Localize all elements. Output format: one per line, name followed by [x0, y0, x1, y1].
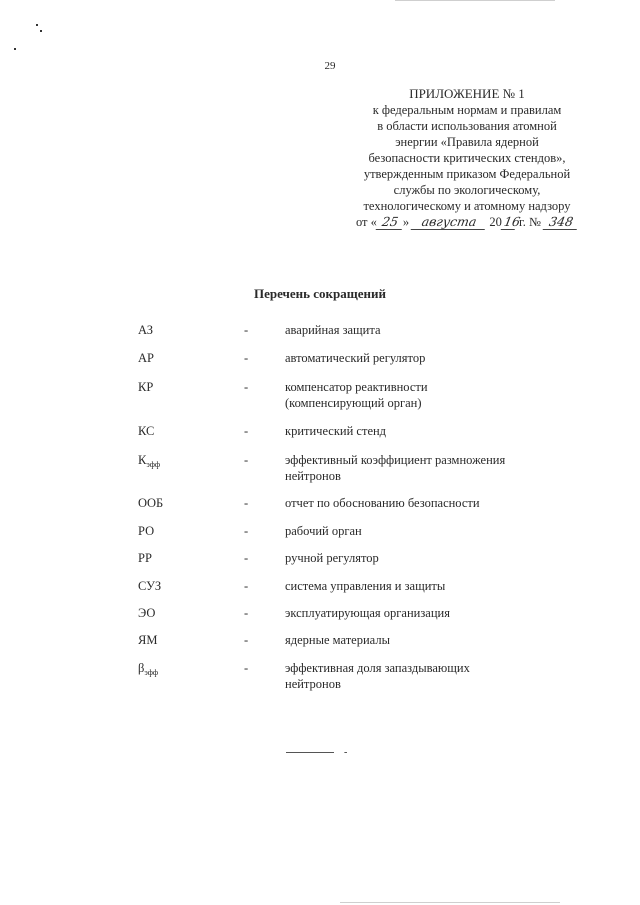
appendix-line: службы по экологическому,: [393, 183, 541, 197]
abbreviation-term: СУЗ: [138, 579, 162, 593]
appendix-line: к федеральным нормам и правилам: [372, 103, 562, 117]
date-prefix: от «: [355, 215, 377, 229]
abbreviation-term: ЭО: [138, 606, 156, 620]
scan-speck: [36, 24, 38, 26]
footer-rule: [286, 752, 334, 753]
abbreviation-dash: -: [244, 496, 249, 510]
handwritten-year: 16: [501, 215, 518, 230]
abbreviation-definition: эффективная доля запаздывающих нейтронов: [285, 661, 470, 691]
abbreviations-title: Перечень сокращений: [254, 286, 386, 301]
abbreviation-term: КР: [138, 380, 154, 394]
abbreviation-dash: -: [244, 606, 249, 620]
abbreviation-dash: -: [244, 661, 249, 675]
scan-edge-top: [395, 0, 555, 1]
abbreviation-definition: эффективный коэффициент размножения нейтронов: [285, 453, 506, 483]
handwritten-month: августа: [411, 215, 488, 230]
appendix-line: безопасности критических стендов»,: [368, 151, 566, 165]
order-date-line: [322, 214, 612, 230]
abbreviation-term: РО: [138, 524, 155, 538]
abbreviation-definition: аварийная защита: [285, 323, 381, 337]
abbreviation-definition: эксплуатирующая организация: [285, 606, 450, 620]
appendix-line: в области использования атомной: [377, 119, 557, 133]
abbreviation-term: КС: [138, 424, 155, 438]
abbreviation-dash: -: [244, 453, 249, 467]
abbreviation-dash: -: [244, 633, 249, 647]
abbreviation-term: АЗ: [138, 323, 153, 337]
abbreviation-term: $\beta_{эфф}$: [138, 661, 159, 677]
scan-speck: [40, 30, 42, 32]
date-mid: »: [402, 215, 410, 229]
appendix-line: утвержденным приказом Федеральной: [363, 167, 571, 181]
scan-edge-bottom: [340, 902, 560, 903]
abbreviation-definition: критический стенд: [285, 424, 387, 438]
scan-speck: [14, 48, 16, 50]
appendix-heading: ПРИЛОЖЕНИЕ № 1: [409, 86, 525, 101]
abbreviation-definition: компенсатор реактивности (компенсирующий орган): [285, 380, 428, 410]
abbreviation-definition: автоматический регулятор: [285, 351, 426, 365]
footer-mark: -: [344, 747, 348, 758]
abbreviation-dash: -: [244, 424, 249, 438]
abbreviation-definition: ядерные материалы: [285, 633, 390, 647]
appendix-line: технологическому и атомному надзору: [363, 199, 571, 213]
abbreviation-dash: -: [244, 323, 249, 337]
abbreviation-dash: -: [244, 524, 249, 538]
appendix-header: [322, 86, 612, 230]
handwritten-order-number: 348: [543, 215, 580, 230]
abbreviation-dash: -: [244, 551, 249, 565]
abbreviation-dash: -: [244, 380, 249, 394]
handwritten-day: 25: [376, 215, 405, 230]
abbreviation-term: ООБ: [138, 496, 164, 510]
abbreviation-dash: -: [244, 579, 249, 593]
abbreviation-definition: система управления и защиты: [285, 579, 446, 593]
order-number-label: г. №: [519, 215, 541, 229]
appendix-line: энергии «Правила ядерной: [395, 135, 539, 149]
year-prefix: 20: [489, 215, 502, 229]
abbreviation-definition: отчет по обоснованию безопасности: [285, 496, 480, 510]
abbreviation-term: РР: [138, 551, 152, 565]
abbreviation-term: АР: [138, 351, 154, 365]
abbreviation-dash: -: [244, 351, 249, 365]
page-number: 29: [324, 60, 336, 72]
abbreviation-term: ЯМ: [138, 633, 158, 647]
abbreviation-term: $К_{эфф}$: [138, 453, 161, 469]
abbreviation-definition: ручной регулятор: [285, 551, 379, 565]
abbreviation-definition: рабочий орган: [285, 524, 362, 538]
